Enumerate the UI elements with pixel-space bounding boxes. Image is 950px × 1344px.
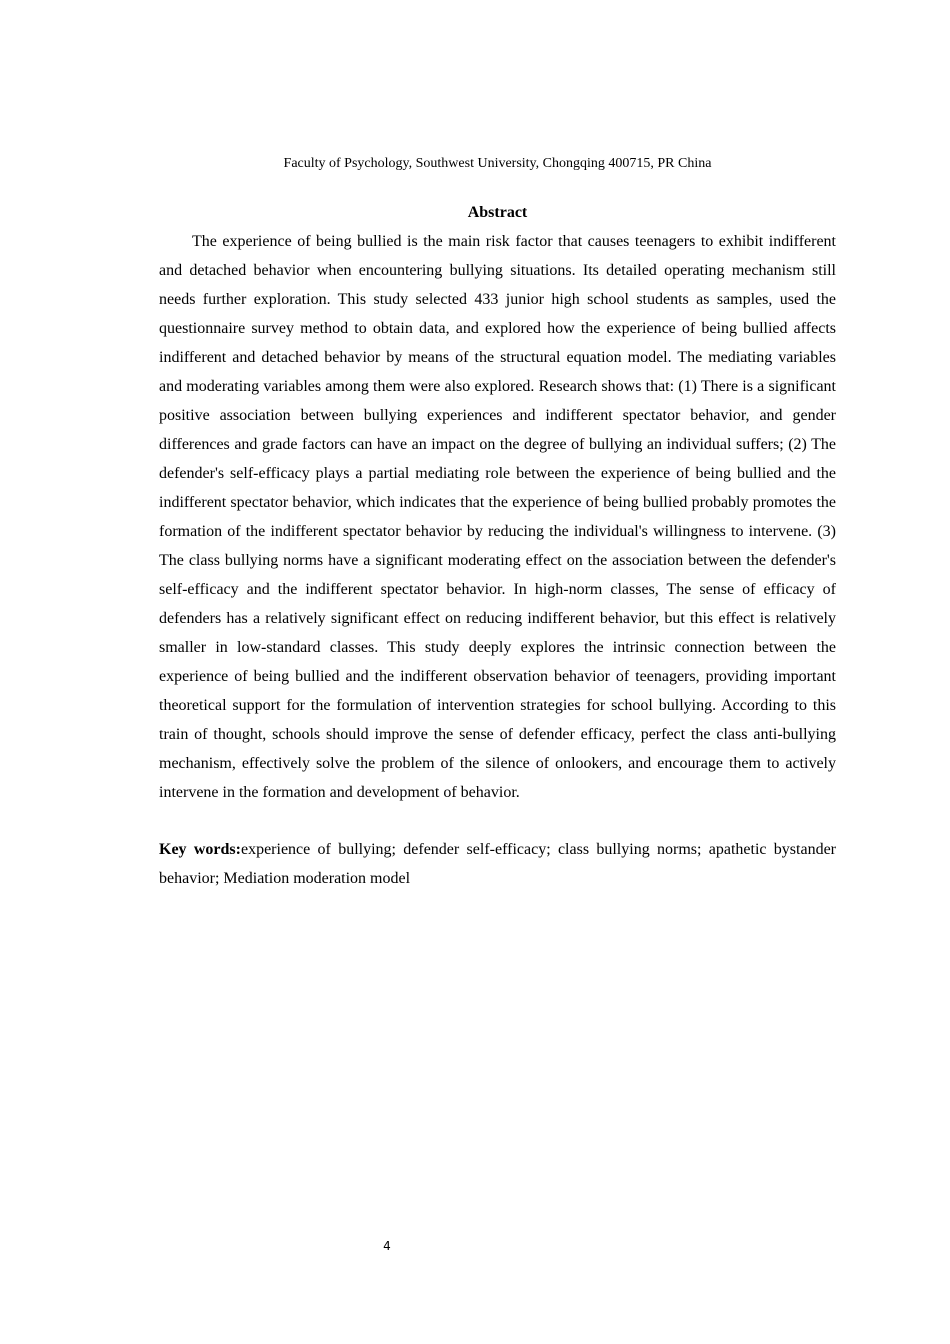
keywords-label: Key words: <box>159 841 241 858</box>
abstract-body: The experience of being bullied is the main risk factor that causes teenagers to exhibit indifferent and detached behavior when encountering bullying situations. Its detailed operating mechanism still needs further exploration. This study selected 433 junior high school students as samples, used the questionnaire survey method to obtain data, and explored how the experience of being bullied affects indifferent and detached behavior by means of the structural equation model. The mediating variables and moderating variables among them were also explored. Research shows that: (1) There is a significant positive association between bullying experiences and indifferent spectator behavior, and gender differences and grade factors can have an impact on the degree of bullying an individual suffers; (2) The defender's self-efficacy plays a partial mediating role between the experience of being bullied and the indifferent spectator behavior, which indicates that the experience of being bullied probably promotes the formation of the indifferent spectator behavior by reducing the individual's willingness to intervene. (3) The class bullying norms have a significant moderating effect on the association between the defender's self-efficacy and the indifferent spectator behavior. In high-norm classes, The sense of efficacy of defenders has a relatively significant effect on reducing indifferent behavior, but this effect is relatively smaller in low-standard classes. This study deeply explores the intrinsic connection between the experience of being bullied and the indifferent observation behavior of teenagers, providing important theoretical support for the formulation of intervention strategies for school bullying. According to this train of thought, schools should improve the sense of defender efficacy, perfect the class anti-bullying mechanism, effectively solve the problem of the silence of onlookers, and encourage them to actively intervene in the formation and development of behavior. <box>159 233 836 801</box>
abstract-heading: Abstract <box>467 204 528 221</box>
affiliation: Faculty of Psychology, Southwest University, Chongqing 400715, PR China <box>283 156 712 171</box>
page-number: 4 <box>383 1239 391 1253</box>
keywords-text: experience of bullying; defender self-efficacy; class bullying norms; apathetic bystander behavior; Mediation moderation model <box>159 841 836 887</box>
keywords-paragraph <box>159 835 836 893</box>
